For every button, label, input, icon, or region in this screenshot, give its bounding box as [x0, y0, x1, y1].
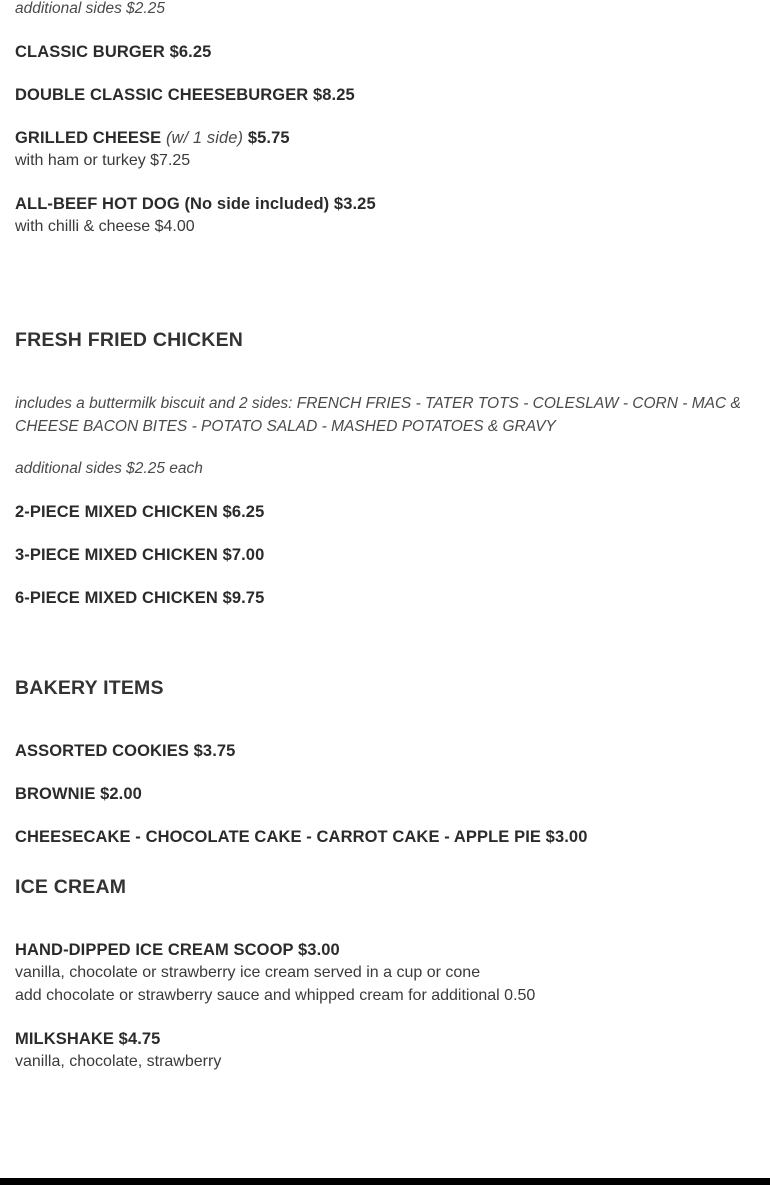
- chicken-section-heading: FRESH FRIED CHICKEN: [15, 329, 244, 351]
- ice-cream-section-heading: ICE CREAM: [15, 876, 127, 898]
- hot-dog-variant: with chilli & cheese $4.00: [15, 218, 195, 235]
- ice-cream-scoop-addon: add chocolate or strawberry sauce and whipped cream for additional 0.50: [15, 987, 536, 1004]
- chicken-item: 2-PIECE MIXED CHICKEN $6.25: [15, 503, 265, 521]
- grilled-cheese-price: $5.75: [247, 129, 290, 147]
- hot-dog-item: ALL-BEEF HOT DOG (No side included) $3.25: [15, 195, 376, 213]
- chicken-item: 3-PIECE MIXED CHICKEN $7.00: [15, 546, 265, 564]
- chicken-includes-note: includes a buttermilk biscuit and 2 sides: FRENCH FRIES - TATER TOTS - COLESLAW - CORN - MAC & CHEESE BACON BITES - POTATO SALAD - MASHED POTATOES & GRAVY: [15, 395, 741, 435]
- double-cheeseburger-item: DOUBLE CLASSIC CHEESEBURGER $8.25: [15, 86, 355, 104]
- grilled-cheese-variant: with ham or turkey $7.25: [15, 152, 191, 169]
- chicken-item: 6-PIECE MIXED CHICKEN $9.75: [15, 589, 265, 607]
- ice-cream-scoop-item: HAND-DIPPED ICE CREAM SCOOP $3.00: [15, 941, 340, 959]
- grilled-cheese-name: GRILLED CHEESE: [15, 129, 162, 147]
- bakery-section-heading: BAKERY ITEMS: [15, 677, 164, 699]
- milkshake-item: MILKSHAKE $4.75: [15, 1030, 161, 1048]
- bakery-item: BROWNIE $2.00: [15, 785, 142, 803]
- additional-sides-note: additional sides $2.25: [15, 0, 165, 17]
- chicken-additional-sides-note: additional sides $2.25 each: [15, 460, 203, 477]
- grilled-cheese-side-note: (w/ 1 side): [165, 129, 244, 147]
- bottom-divider-bar: [0, 1178, 770, 1185]
- classic-burger-item: CLASSIC BURGER $6.25: [15, 43, 212, 61]
- bakery-item: CHEESECAKE - CHOCOLATE CAKE - CARROT CAKE - APPLE PIE $3.00: [15, 828, 588, 846]
- ice-cream-scoop-description: vanilla, chocolate or strawberry ice cream served in a cup or cone: [15, 964, 481, 981]
- milkshake-flavors: vanilla, chocolate, strawberry: [15, 1053, 222, 1070]
- bakery-item: ASSORTED COOKIES $3.75: [15, 742, 236, 760]
- grilled-cheese-item: [15, 128, 290, 148]
